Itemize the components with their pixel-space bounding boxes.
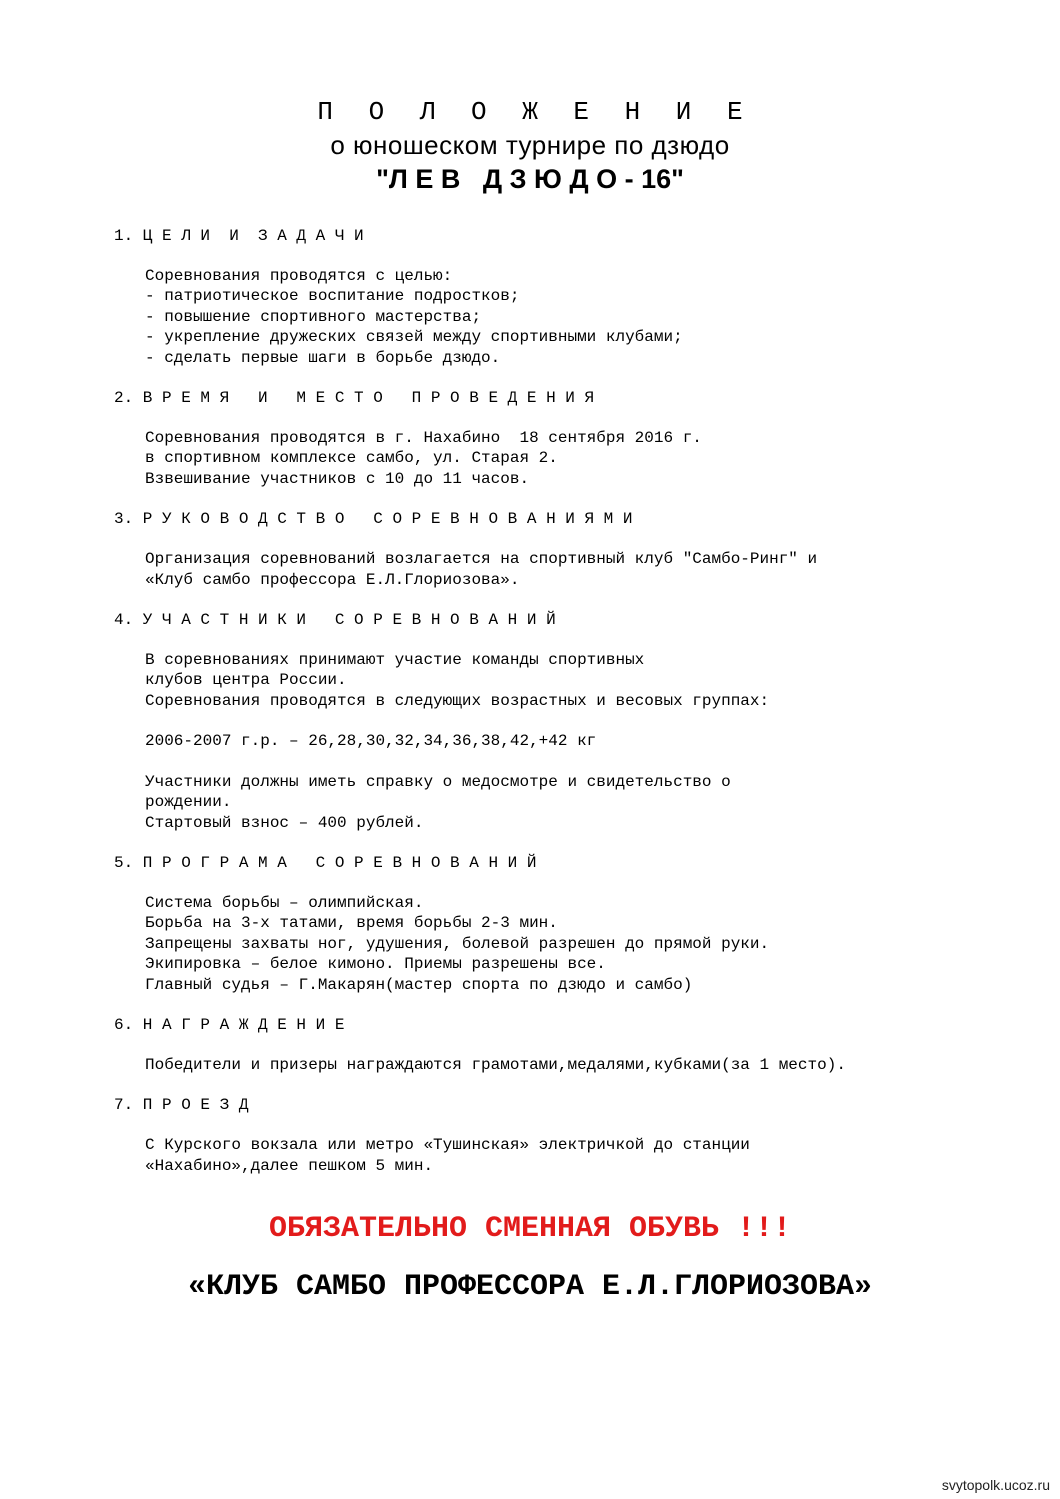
- section-paragraph: Соревнования проводятся в г. Нахабино 18 сентября 2016 г. в спортивном комплексе самбо, ул. Старая 2. Взвешивание участников с 10 до 11 часов.: [145, 429, 702, 488]
- section-participants: [114, 610, 994, 833]
- section-management: [114, 509, 994, 590]
- section-heading: 7. П Р О Е З Д: [114, 1096, 249, 1115]
- section-paragraph: Соревнования проводятся с целью: - патриотическое воспитание подростков; - повышение спортивного мастерства; - укрепление дружеских связей между спортивными клубами; - сделать первые шаги в борьбе дзюдо.: [145, 267, 683, 367]
- section-paragraph: С Курского вокзала или метро «Тушинская» электричкой до станции «Нахабино»,далее пешком 5 мин.: [145, 1136, 750, 1175]
- club-name: «КЛУБ САМБО ПРОФЕССОРА Е.Л.ГЛОРИОЗОВА»: [187, 1270, 873, 1304]
- section-awards: [114, 1015, 994, 1075]
- section-heading: 5. П Р О Г Р А М А С О Р Е В Н О В А Н И Й: [114, 853, 537, 872]
- event-name: "Л Е В Д З Ю Д О - 16": [376, 164, 684, 194]
- section-program: [114, 853, 994, 995]
- section-paragraph: Система борьбы – олимпийская. Борьба на 3-х татами, время борьбы 2-3 мин. Запрещены захваты ног, удушения, болевой разрешен до прямой руки. Экипировка – белое кимоно. Приемы разрешены все. Главный судья – Г.Макарян(мастер спорта по дзюдо и самбо): [145, 893, 770, 994]
- section-heading: 2. В Р Е М Я И М Е С Т О П Р О В Е Д Е Н И Я: [114, 389, 595, 408]
- weight-categories: 2006-2007 г.р. – 26,28,30,32,34,36,38,42,+42 кг: [145, 732, 597, 751]
- section-travel: [114, 1095, 994, 1176]
- section-heading: 4. У Ч А С Т Н И К И С О Р Е В Н О В А Н И Й: [114, 611, 556, 630]
- document-subtitle: о юношеском турнире по дзюдо: [330, 130, 730, 160]
- section-heading: 3. Р У К О В О Д С Т В О С О Р Е В Н О В А Н И Я М И: [114, 510, 633, 529]
- section-paragraph: Победители и призеры награждаются грамотами,медалями,кубками(за 1 место).: [145, 1055, 846, 1074]
- section-time-place: [114, 388, 994, 489]
- section-goals: [114, 226, 994, 368]
- shoe-warning: ОБЯЗАТЕЛЬНО СМЕННАЯ ОБУВЬ !!!: [268, 1212, 792, 1246]
- section-paragraph: Организация соревнований возлагается на спортивный клуб "Самбо-Ринг" и «Клуб самбо профессора Е.Л.Глориозова».: [145, 550, 818, 589]
- sections-container: [114, 226, 994, 1176]
- section-paragraph: В соревнованиях принимают участие команды спортивных клубов центра России. Соревнования проводятся в следующих возрастных и весовых группах:: [145, 651, 770, 710]
- section-heading: 1. Ц Е Л И И З А Д А Ч И: [114, 227, 364, 245]
- site-watermark: svytopolk.ucoz.ru: [941, 1477, 1050, 1493]
- document-header: [0, 96, 1060, 196]
- section-heading: 6. Н А Г Р А Ж Д Е Н И Е: [114, 1015, 345, 1034]
- document-title: П О Л О Ж Е Н И Е: [317, 97, 753, 127]
- section-paragraph: Участники должны иметь справку о медосмотре и свидетельство о рождении. Стартовый взнос – 400 рублей.: [145, 772, 731, 832]
